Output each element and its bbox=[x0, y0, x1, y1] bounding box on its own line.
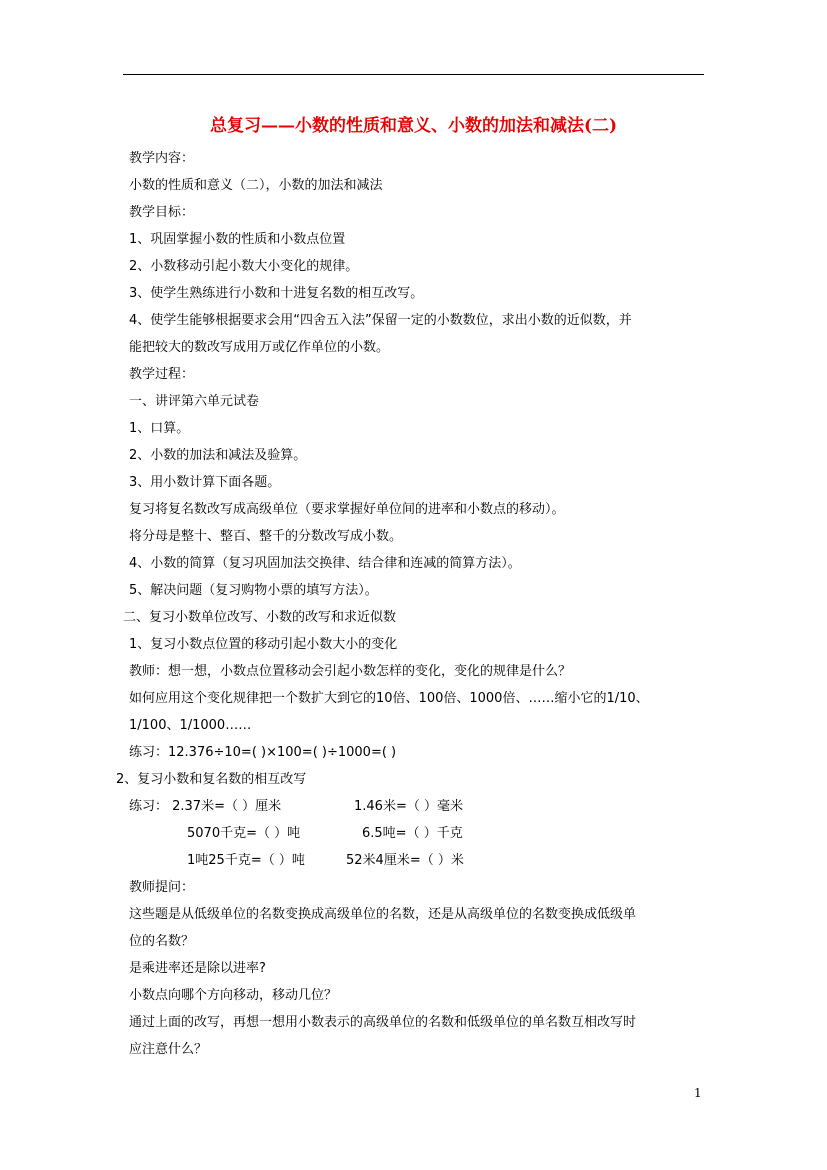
text-line: 复习将复名数改写成高级单位（要求掌握好单位间的进率和小数点的移动）。 bbox=[129, 502, 565, 517]
text-line: 小数点向哪个方向移动，移动几位？ bbox=[129, 988, 338, 1003]
exercise-item: 6.5吨=（ ）千克 bbox=[362, 826, 463, 841]
header-rule bbox=[123, 74, 704, 75]
text-line: 二、复习小数单位改写、小数的改写和求近似数 bbox=[123, 610, 397, 625]
text-line: 2、复习小数和复名数的相互改写 bbox=[116, 772, 307, 787]
text-line: 一、讲评第六单元试卷 bbox=[129, 394, 260, 409]
text-line: 应注意什么？ bbox=[129, 1042, 208, 1057]
document-title: 总复习——小数的性质和意义、小数的加法和减法(二) bbox=[209, 116, 618, 136]
text-line: 教师：想一想，小数点位置移动会引起小数怎样的变化，变化的规律是什么？ bbox=[129, 664, 572, 679]
text-line: 2、小数移动引起小数大小变化的规律。 bbox=[129, 259, 359, 274]
text-line: 通过上面的改写，再想一想用小数表示的高级单位的名数和低级单位的单名数互相改写时 bbox=[129, 1015, 637, 1030]
text-line: 3、使学生熟练进行小数和十进复名数的相互改写。 bbox=[129, 286, 424, 301]
text-line: 1/100、1/1000…… bbox=[129, 718, 252, 733]
exercise-item: 练习： 2.37米=（ ）厘米 bbox=[129, 799, 282, 814]
text-line: 教师提问： bbox=[129, 880, 195, 895]
exercise-item: 5070千克=（ ）吨 bbox=[187, 826, 301, 841]
exercise-item: 52米4厘米=（ ）米 bbox=[346, 853, 464, 868]
text-line: 这些题是从低级单位的名数变换成高级单位的名数，还是从高级单位的名数变换成低级单 bbox=[129, 907, 637, 922]
text-line: 1、复习小数点位置的移动引起小数大小的变化 bbox=[129, 637, 398, 652]
text-line: 4、使学生能够根据要求会用“四舍五入法”保留一定的小数数位，求出小数的近似数，并 bbox=[129, 313, 632, 328]
text-line: 5、解决问题（复习购物小票的填写方法）。 bbox=[129, 583, 378, 598]
text-line: 将分母是整十、整百、整千的分数改写成小数。 bbox=[129, 529, 403, 544]
exercise-item: 1吨25千克=（ ）吨 bbox=[187, 853, 305, 868]
exercise-item: 1.46米=（ ）毫米 bbox=[354, 799, 463, 814]
text-line: 1、巩固掌握小数的性质和小数点位置 bbox=[129, 232, 346, 247]
text-line: 能把较大的数改写成用万或亿作单位的小数。 bbox=[129, 340, 390, 355]
text-line: 是乘进率还是除以进率? bbox=[129, 961, 266, 976]
text-line: 小数的性质和意义（二），小数的加法和减法 bbox=[129, 178, 383, 193]
text-line: 教学过程： bbox=[129, 367, 195, 382]
text-line: 2、小数的加法和减法及验算。 bbox=[129, 448, 307, 463]
text-line: 如何应用这个变化规律把一个数扩大到它的10倍、100倍、1000倍、……缩小它的1/10、 bbox=[129, 691, 649, 706]
text-line: 练习：12.376÷10=( )×100=( )÷1000=( ) bbox=[129, 745, 397, 760]
text-line: 教学内容： bbox=[129, 151, 195, 166]
text-line: 1、口算。 bbox=[129, 421, 190, 436]
text-line: 教学目标： bbox=[129, 205, 195, 220]
text-line: 4、小数的简算（复习巩固加法交换律、结合律和连减的简算方法）。 bbox=[129, 556, 521, 571]
text-line: 位的名数？ bbox=[129, 934, 195, 949]
page-number: 1 bbox=[694, 1086, 702, 1100]
text-line: 3、用小数计算下面各题。 bbox=[129, 475, 281, 490]
